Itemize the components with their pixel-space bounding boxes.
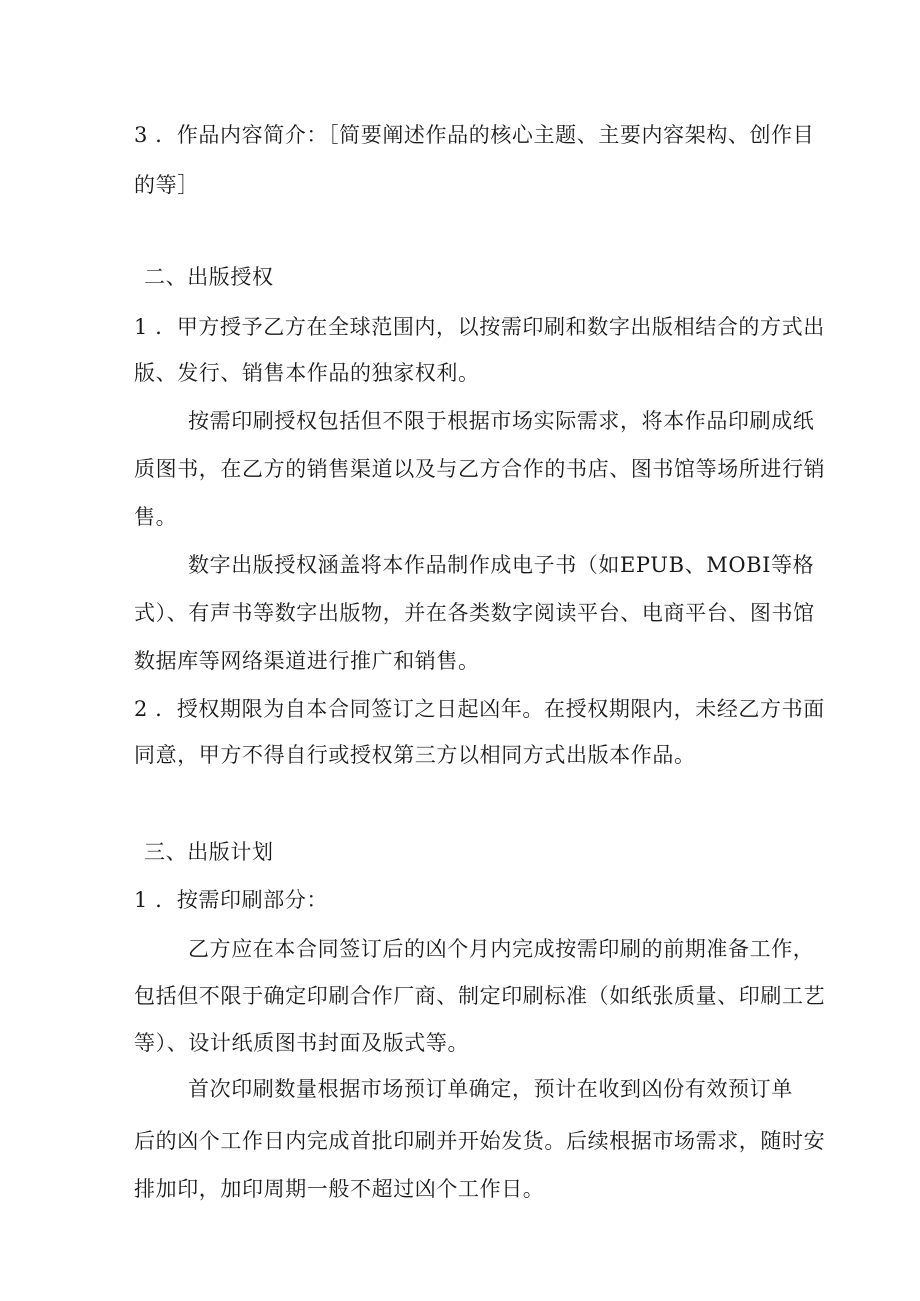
section2-item1-line1: 1 ．甲方授予乙方在全球范围内，以按需印刷和数字出版相结合的方式出: [134, 315, 825, 339]
print-authorization-para-line3: 售。: [134, 505, 178, 529]
section2-item2-line1: 2 ．授权期限为自本合同签订之日起凶年。在授权期限内，未经乙方书面: [134, 697, 825, 721]
print-authorization-para-line1: 按需印刷授权包括但不限于根据市场实际需求，将本作品印刷成纸: [188, 409, 815, 433]
section-heading-publishing-authorization: 二、出版授权: [144, 265, 274, 289]
digital-authorization-para-line1: 数字出版授权涵盖将本作品制作成电子书（如EPUB、MOBI等格: [188, 553, 815, 577]
digital-authorization-para-line2: 式）、有声书等数字出版物，并在各类数字阅读平台、电商平台、图书馆: [134, 601, 815, 625]
print-preparation-para-line3: 等）、设计纸质图书封面及版式等。: [134, 1031, 470, 1055]
section2-item1-line2: 版、发行、销售本作品的独家权利。: [134, 361, 480, 385]
print-preparation-para-line1: 乙方应在本合同签订后的凶个月内完成按需印刷的前期准备工作，: [188, 937, 815, 961]
section2-item2-line2: 同意，甲方不得自行或授权第三方以相同方式出版本作品。: [134, 743, 696, 767]
section3-item1-title: 1 ．按需印刷部分：: [134, 888, 329, 912]
first-printing-para-line3: 排加印，加印周期一般不超过凶个工作日。: [134, 1177, 545, 1201]
first-printing-para-line1: 首次印刷数量根据市场预订单确定，预计在收到凶份有效预订单: [188, 1077, 793, 1101]
digital-authorization-para-line3: 数据库等网络渠道进行推广和销售。: [134, 649, 480, 673]
item3-content-summary-line1: 3 ．作品内容简介：［简要阐述作品的核心主题、主要内容架构、创作目: [134, 123, 815, 147]
item3-content-summary-line2: 的等］: [134, 173, 199, 197]
print-preparation-para-line2: 包括但不限于确定印刷合作厂商、制定印刷标准（如纸张质量、印刷工艺: [134, 984, 826, 1008]
section-heading-publishing-plan: 三、出版计划: [144, 840, 274, 864]
print-authorization-para-line2: 质图书，在乙方的销售渠道以及与乙方合作的书店、图书馆等场所进行销: [134, 457, 826, 481]
first-printing-para-line2: 后的凶个工作日内完成首批印刷并开始发货。后续根据市场需求，随时安: [134, 1129, 826, 1153]
